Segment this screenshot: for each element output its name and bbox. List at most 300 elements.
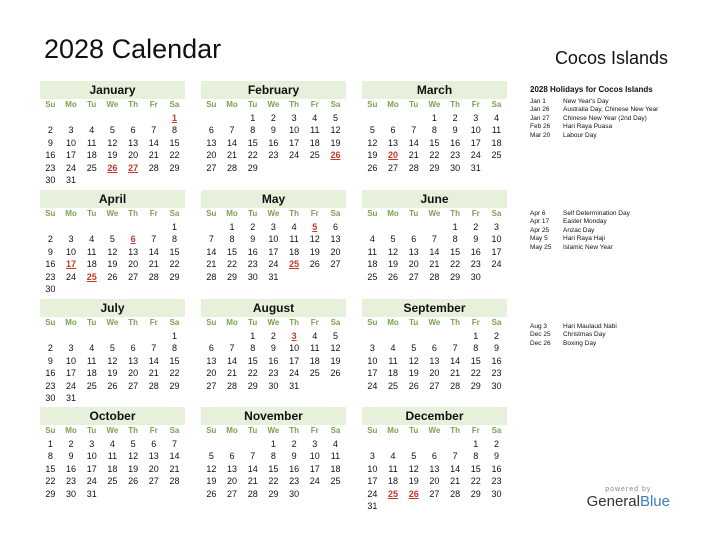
day-cell: 19 <box>128 463 139 474</box>
day-cell: 18 <box>86 368 97 378</box>
day-cell: 2 <box>68 438 74 449</box>
day-cell: 29 <box>247 380 258 391</box>
day-cell <box>325 162 346 175</box>
holiday-day-cell: 6 <box>130 234 136 244</box>
day-cell: 8 <box>171 125 177 135</box>
day-cell <box>383 221 404 234</box>
day-cell: 11 <box>87 137 97 148</box>
day-cell: 15 <box>169 355 180 366</box>
week-row <box>362 137 507 150</box>
day-cell: 19 <box>388 259 399 269</box>
weekday-header-row <box>40 425 185 438</box>
day-cell: 1 <box>270 438 276 449</box>
day-cell: 25 <box>86 380 97 391</box>
day-cell <box>201 221 222 234</box>
day-cell: 14 <box>227 355 238 366</box>
day-cell: 20 <box>429 368 440 378</box>
week-row <box>362 162 507 175</box>
day-cell: 6 <box>431 451 437 461</box>
day-cell: 28 <box>148 271 159 282</box>
day-cell: 1 <box>171 221 177 232</box>
month-october <box>40 407 185 500</box>
week-row <box>362 330 507 343</box>
day-cell: 16 <box>45 368 56 378</box>
day-cell: 22 <box>247 150 258 160</box>
day-cell: 26 <box>206 488 217 499</box>
week-row <box>201 149 346 162</box>
day-cell <box>61 112 82 125</box>
month-header: September <box>362 299 507 317</box>
weekday-label: Tu <box>248 426 258 435</box>
day-cell: 9 <box>270 125 276 135</box>
month-august <box>201 299 346 392</box>
day-cell <box>403 221 424 234</box>
day-cell: 30 <box>491 380 502 391</box>
day-cell: 28 <box>169 476 180 486</box>
weekday-header-row <box>362 99 507 112</box>
day-cell: 17 <box>289 137 300 148</box>
weekday-label: We <box>267 426 280 435</box>
weekday-label: Sa <box>491 100 502 109</box>
day-cell: 16 <box>491 355 502 366</box>
day-cell <box>486 271 507 284</box>
day-cell: 14 <box>247 463 258 474</box>
holiday-date: Jan 1 <box>530 98 546 105</box>
day-cell: 5 <box>109 234 115 244</box>
weekday-header-row <box>201 317 346 330</box>
weekday-label: We <box>106 426 119 435</box>
weekday-label: Tu <box>409 318 419 327</box>
day-cell: 3 <box>68 125 74 135</box>
day-cell: 3 <box>68 343 74 353</box>
day-cell: 28 <box>227 380 238 391</box>
day-cell <box>123 174 144 187</box>
day-cell <box>164 392 185 405</box>
holiday-item <box>530 323 700 331</box>
holiday-item <box>530 98 700 106</box>
day-cell: 14 <box>429 246 440 257</box>
day-cell: 15 <box>45 463 56 474</box>
day-cell <box>304 380 325 393</box>
week-row <box>362 380 507 393</box>
day-cell: 2 <box>270 112 276 123</box>
week-row <box>362 124 507 137</box>
day-cell <box>61 221 82 234</box>
day-cell: 9 <box>47 137 53 148</box>
day-cell: 28 <box>247 488 258 499</box>
day-cell <box>486 162 507 175</box>
day-cell: 31 <box>367 501 378 511</box>
weekday-label: Mo <box>65 318 77 327</box>
day-cell <box>201 438 222 451</box>
weekday-label: Sa <box>169 426 180 435</box>
day-cell: 21 <box>169 463 180 474</box>
day-cell: 22 <box>429 150 440 160</box>
day-cell: 8 <box>270 451 276 461</box>
brand-name-blue: Blue <box>639 493 670 510</box>
day-cell <box>81 221 102 234</box>
week-row <box>201 221 346 234</box>
week-row <box>40 174 185 187</box>
day-cell: 31 <box>66 393 77 403</box>
day-cell: 30 <box>247 271 258 282</box>
day-cell <box>325 488 346 501</box>
brand-name-general: General <box>586 493 640 510</box>
day-cell: 1 <box>473 330 479 341</box>
day-cell <box>143 221 164 234</box>
holiday-group <box>530 85 700 140</box>
weekday-label: Sa <box>169 209 180 218</box>
day-cell: 29 <box>169 162 180 173</box>
day-cell <box>143 112 164 125</box>
weekday-label: We <box>267 318 280 327</box>
month-september <box>362 299 507 392</box>
week-row <box>201 463 346 476</box>
day-cell: 11 <box>330 451 341 461</box>
week-row <box>201 450 346 463</box>
day-cell: 24 <box>309 476 320 486</box>
day-cell <box>403 500 424 513</box>
holiday-item <box>530 123 700 131</box>
day-cell: 23 <box>247 259 258 269</box>
day-cell: 21 <box>227 150 238 160</box>
month-header: April <box>40 190 185 208</box>
day-cell: 22 <box>470 476 481 486</box>
day-cell: 7 <box>151 343 157 353</box>
day-cell: 21 <box>148 150 159 160</box>
day-cell: 28 <box>450 488 461 499</box>
month-february <box>201 81 346 174</box>
day-cell: 26 <box>367 162 378 173</box>
day-cell: 11 <box>289 234 299 244</box>
day-cell: 12 <box>408 463 419 474</box>
day-cell: 6 <box>332 221 338 232</box>
week-row <box>201 112 346 125</box>
holiday-date: Aug 3 <box>530 323 547 330</box>
day-cell: 18 <box>309 355 320 366</box>
day-cell: 27 <box>330 259 341 269</box>
day-cell: 13 <box>148 451 159 461</box>
day-cell: 6 <box>431 343 437 353</box>
day-cell: 10 <box>367 463 378 474</box>
day-cell: 3 <box>473 112 479 123</box>
month-december <box>362 407 507 513</box>
day-cell: 19 <box>408 476 419 486</box>
day-cell: 1 <box>171 330 177 341</box>
day-cell: 2 <box>47 234 53 244</box>
weekday-label: Su <box>206 100 217 109</box>
day-cell: 9 <box>291 451 297 461</box>
week-row <box>362 355 507 368</box>
day-cell: 23 <box>66 476 77 486</box>
day-cell <box>445 438 466 451</box>
day-cell: 13 <box>206 137 217 148</box>
day-cell <box>102 330 123 343</box>
week-row <box>362 221 507 234</box>
day-cell: 4 <box>89 125 95 135</box>
day-cell: 11 <box>388 463 398 474</box>
day-cell: 14 <box>206 246 217 257</box>
day-cell <box>123 112 144 125</box>
day-cell: 6 <box>208 125 214 135</box>
day-cell <box>123 488 144 501</box>
day-cell: 22 <box>247 368 258 378</box>
month-header: June <box>362 190 507 208</box>
weekday-label: Su <box>206 426 217 435</box>
day-cell <box>81 174 102 187</box>
week-row <box>362 342 507 355</box>
day-cell: 21 <box>227 368 238 378</box>
weekday-label: Tu <box>87 318 97 327</box>
day-cell: 23 <box>268 150 279 160</box>
day-cell: 2 <box>452 112 458 123</box>
weekday-label: Su <box>206 318 217 327</box>
day-cell <box>143 392 164 405</box>
day-cell: 12 <box>330 343 341 353</box>
day-cell: 15 <box>247 137 258 148</box>
week-row <box>201 355 346 368</box>
day-cell: 12 <box>408 355 419 366</box>
day-cell: 13 <box>227 463 238 474</box>
holiday-name: Christmas Day <box>563 331 606 339</box>
week-row <box>201 258 346 271</box>
day-cell: 17 <box>268 246 279 257</box>
day-cell: 5 <box>332 330 338 341</box>
day-cell: 7 <box>229 125 235 135</box>
day-cell: 27 <box>429 488 440 499</box>
weekday-label: Th <box>450 426 460 435</box>
day-cell: 4 <box>332 438 338 449</box>
day-cell: 31 <box>289 380 300 391</box>
holiday-date: Dec 26 <box>530 339 551 347</box>
day-cell: 7 <box>452 343 458 353</box>
day-cell <box>123 283 144 296</box>
day-cell: 10 <box>289 343 300 353</box>
holiday-day-cell: 27 <box>128 162 139 173</box>
holiday-name: New Year's Day <box>563 98 609 105</box>
week-row <box>201 380 346 393</box>
month-june <box>362 190 507 283</box>
holiday-day-cell: 26 <box>408 488 419 499</box>
day-cell <box>102 392 123 405</box>
day-cell: 14 <box>408 137 419 148</box>
day-cell: 14 <box>450 355 461 366</box>
day-cell <box>242 438 263 451</box>
day-cell <box>383 330 404 343</box>
day-cell: 9 <box>493 451 499 461</box>
day-cell <box>362 221 383 234</box>
day-cell: 28 <box>148 162 159 173</box>
day-cell: 18 <box>491 137 502 148</box>
day-cell: 3 <box>312 438 318 449</box>
day-cell: 1 <box>431 112 437 123</box>
day-cell: 7 <box>411 125 417 135</box>
weekday-label: Th <box>450 318 460 327</box>
weekday-label: Mo <box>65 100 77 109</box>
holiday-group <box>530 210 700 252</box>
day-cell: 13 <box>330 234 341 244</box>
day-cell: 11 <box>310 343 320 353</box>
day-cell: 7 <box>452 451 458 461</box>
weekday-label: Tu <box>87 100 97 109</box>
day-cell: 23 <box>268 368 279 378</box>
day-cell: 14 <box>450 463 461 474</box>
holiday-name: Hari Maulaud Nabi <box>563 323 617 330</box>
day-cell: 20 <box>408 259 419 269</box>
day-cell: 30 <box>45 284 56 294</box>
day-cell: 17 <box>289 355 300 366</box>
day-cell <box>201 112 222 125</box>
day-cell: 27 <box>128 271 139 282</box>
weekday-label: We <box>106 100 119 109</box>
day-cell <box>40 112 61 125</box>
day-cell: 21 <box>450 368 461 378</box>
week-row <box>201 438 346 451</box>
weekday-label: Mo <box>387 318 399 327</box>
day-cell: 16 <box>45 150 56 160</box>
month-header: August <box>201 299 346 317</box>
weekday-label: We <box>267 209 280 218</box>
brand-logo <box>587 486 670 510</box>
day-cell <box>424 330 445 343</box>
weekday-label: Sa <box>491 318 502 327</box>
weekday-label: Th <box>128 318 138 327</box>
weekday-label: Fr <box>149 209 158 218</box>
day-cell: 30 <box>268 380 279 391</box>
weekday-label: Mo <box>226 318 238 327</box>
day-cell: 17 <box>309 463 320 474</box>
day-cell: 24 <box>86 476 97 486</box>
day-cell <box>424 221 445 234</box>
day-cell <box>81 330 102 343</box>
weekday-label: Mo <box>226 100 238 109</box>
weekday-header-row <box>201 99 346 112</box>
day-cell <box>61 283 82 296</box>
week-row <box>40 233 185 246</box>
day-cell: 14 <box>169 451 180 461</box>
day-cell: 9 <box>47 355 53 366</box>
day-cell: 18 <box>86 259 97 269</box>
day-cell: 24 <box>289 368 300 378</box>
holiday-item <box>530 115 700 123</box>
day-cell: 24 <box>268 259 279 269</box>
day-cell: 20 <box>330 246 341 257</box>
day-cell <box>102 112 123 125</box>
holiday-name: Easter Monday <box>563 218 607 226</box>
day-cell <box>123 330 144 343</box>
day-cell <box>81 283 102 296</box>
day-cell: 20 <box>429 476 440 486</box>
day-cell: 22 <box>169 150 180 160</box>
weekday-label: Mo <box>387 100 399 109</box>
day-cell: 21 <box>148 368 159 378</box>
weekday-label: Mo <box>65 426 77 435</box>
week-row <box>40 330 185 343</box>
holiday-day-cell: 25 <box>388 488 399 499</box>
holiday-name: Labour Day <box>563 131 597 139</box>
day-cell: 18 <box>388 476 399 486</box>
day-cell <box>284 162 305 175</box>
day-cell: 19 <box>408 368 419 378</box>
day-cell: 20 <box>128 368 139 378</box>
day-cell: 25 <box>86 162 97 173</box>
week-row <box>40 438 185 451</box>
weekday-label: Su <box>45 100 56 109</box>
day-cell: 8 <box>431 125 437 135</box>
holiday-day-cell: 5 <box>312 221 318 232</box>
day-cell: 11 <box>367 246 378 257</box>
day-cell: 26 <box>388 271 399 282</box>
week-row <box>362 258 507 271</box>
day-cell: 10 <box>86 451 97 461</box>
day-cell: 9 <box>270 343 276 353</box>
day-cell: 18 <box>367 259 378 269</box>
day-cell: 27 <box>408 271 419 282</box>
day-cell <box>102 283 123 296</box>
day-cell <box>263 162 284 175</box>
day-cell: 8 <box>473 451 479 461</box>
day-cell: 30 <box>289 488 300 499</box>
week-row <box>40 271 185 284</box>
weekday-label: Th <box>128 100 138 109</box>
weekday-label: Su <box>45 318 56 327</box>
weekday-label: Su <box>367 100 378 109</box>
day-cell: 27 <box>206 162 217 173</box>
day-cell <box>362 438 383 451</box>
day-cell: 23 <box>470 259 481 269</box>
day-cell <box>362 112 383 125</box>
day-cell: 11 <box>87 355 97 366</box>
day-cell: 4 <box>312 330 318 341</box>
week-row <box>362 112 507 125</box>
day-cell: 12 <box>107 246 118 257</box>
day-cell: 22 <box>169 368 180 378</box>
weekday-label: Tu <box>248 100 258 109</box>
day-cell: 17 <box>86 463 97 474</box>
day-cell: 26 <box>408 380 419 391</box>
day-cell <box>143 174 164 187</box>
day-cell: 28 <box>148 380 159 391</box>
day-cell: 7 <box>250 451 256 461</box>
day-cell: 25 <box>309 150 320 160</box>
day-cell: 16 <box>247 246 258 257</box>
week-row <box>362 475 507 488</box>
holiday-day-cell: 25 <box>289 259 300 269</box>
day-cell <box>164 174 185 187</box>
holidays-title: 2028 Holidays for Cocos Islands <box>530 85 653 94</box>
day-cell: 20 <box>128 150 139 160</box>
holiday-name: Boxing Day <box>563 339 597 347</box>
day-cell: 5 <box>390 234 396 244</box>
day-cell: 6 <box>130 343 136 353</box>
day-cell: 16 <box>45 259 56 269</box>
holiday-item <box>530 227 700 235</box>
day-cell: 2 <box>473 221 479 232</box>
weekday-label: Fr <box>310 426 319 435</box>
day-cell: 10 <box>309 451 320 461</box>
month-header: November <box>201 407 346 425</box>
day-cell <box>465 500 486 513</box>
day-cell: 9 <box>493 343 499 353</box>
day-cell: 20 <box>206 368 217 378</box>
weekday-label: Sa <box>330 318 341 327</box>
day-cell: 6 <box>208 343 214 353</box>
week-row <box>362 233 507 246</box>
weekday-label: Tu <box>409 100 419 109</box>
weekday-label: Th <box>128 426 138 435</box>
day-cell: 4 <box>390 343 396 353</box>
week-row <box>201 367 346 380</box>
